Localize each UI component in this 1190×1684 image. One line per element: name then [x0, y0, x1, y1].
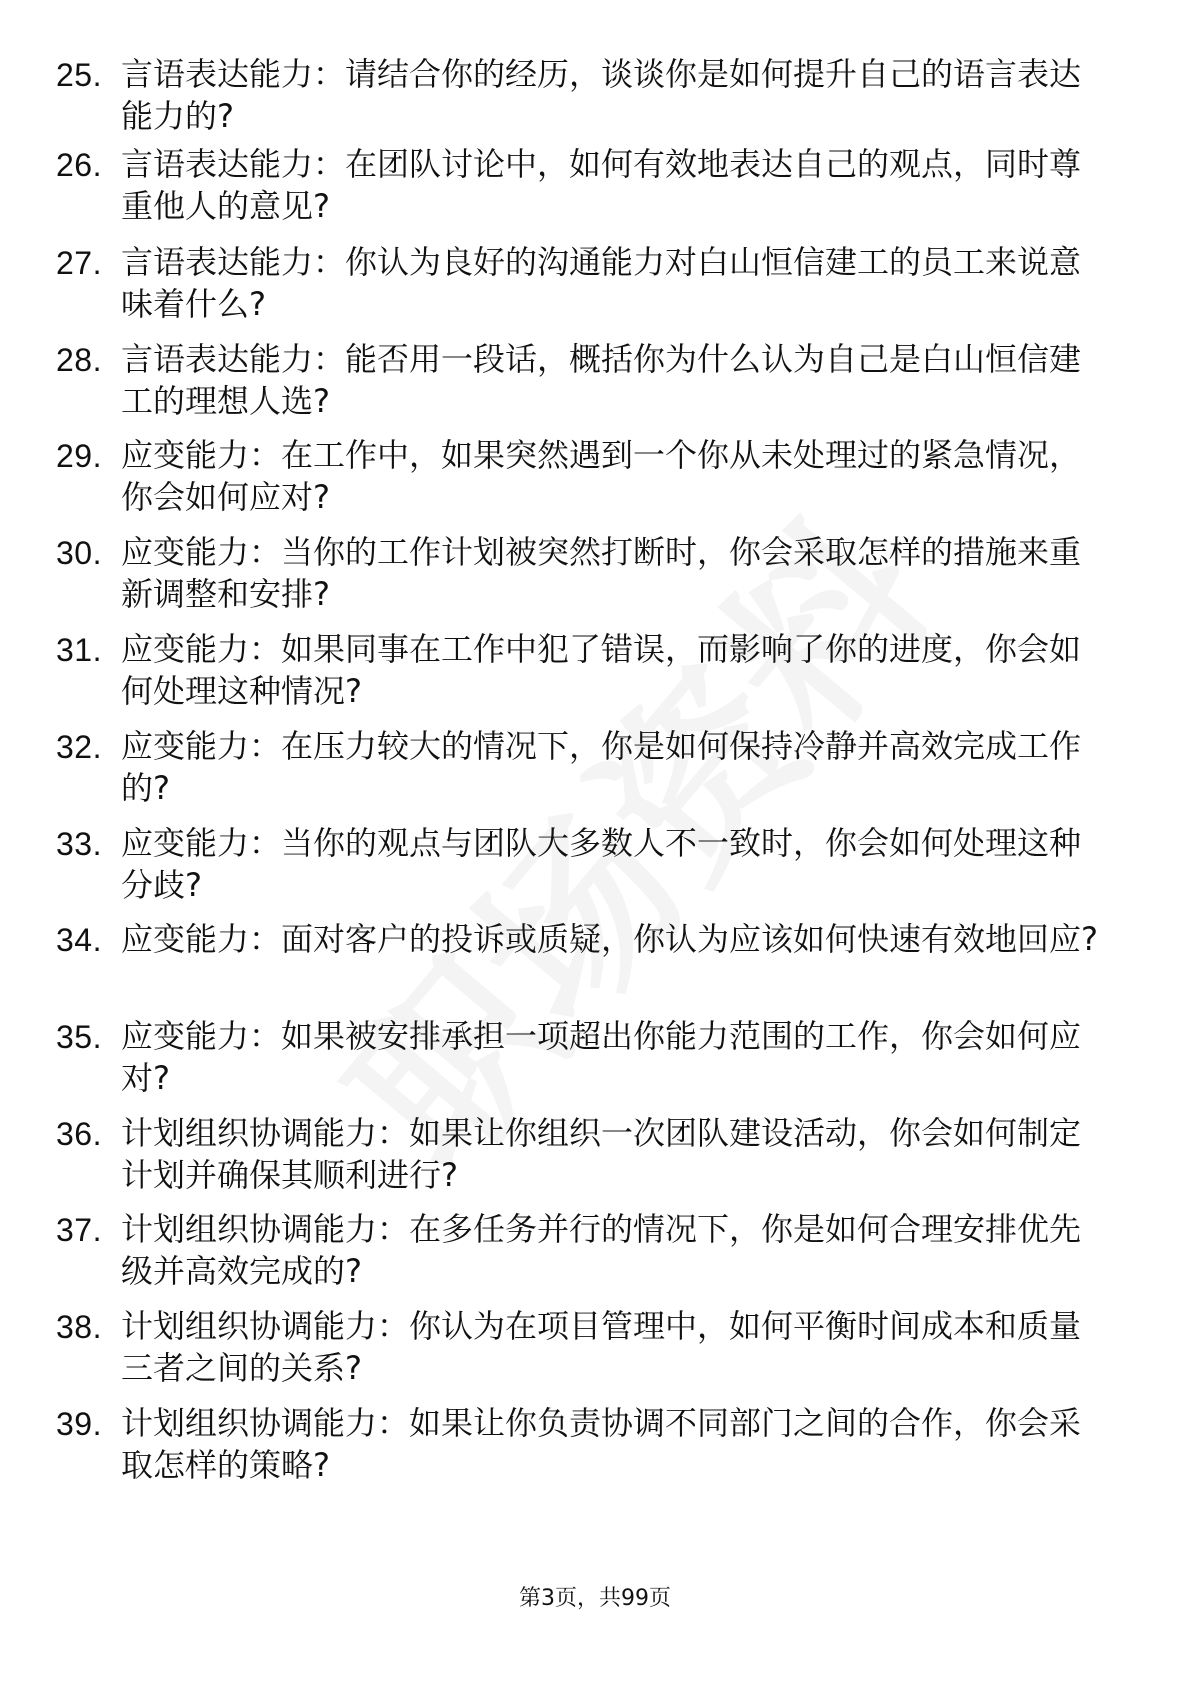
- question-item: [0, 1211, 1190, 1291]
- question-number: 30.: [56, 535, 102, 571]
- page-number-footer: 第3页，共99页: [519, 1586, 671, 1611]
- question-number: 26.: [56, 147, 102, 183]
- question-text: 计划组织协调能力：如果让你组织一次团队建设活动，你会如何制定计划并确保其顺利进行?: [121, 1114, 1082, 1194]
- question-text: 应变能力：当你的观点与团队大多数人不一致时，你会如何处理这种分歧?: [121, 824, 1082, 904]
- question-number: 27.: [56, 245, 102, 281]
- question-item: [0, 341, 1190, 421]
- question-number: 34.: [56, 922, 102, 958]
- question-text: 应变能力：如果同事在工作中犯了错误，而影响了你的进度，你会如何处理这种情况?: [121, 630, 1082, 710]
- question-text: 计划组织协调能力：在多任务并行的情况下，你是如何合理安排优先级并高效完成的?: [121, 1210, 1082, 1290]
- question-item: [0, 825, 1190, 905]
- question-text: 应变能力：在工作中，如果突然遇到一个你从未处理过的紧急情况，你会如何应对?: [121, 436, 1082, 516]
- question-item: [0, 921, 1190, 1001]
- question-number: 32.: [56, 729, 102, 765]
- question-item: [0, 146, 1190, 226]
- question-number: 35.: [56, 1019, 102, 1055]
- question-item: [0, 631, 1190, 711]
- question-item: [0, 1308, 1190, 1388]
- question-text: 言语表达能力：你认为良好的沟通能力对白山恒信建工的员工来说意味着什么?: [121, 243, 1082, 323]
- question-number: 25.: [56, 57, 102, 93]
- question-number: 39.: [56, 1406, 102, 1442]
- question-number: 37.: [56, 1212, 102, 1248]
- question-number: 33.: [56, 826, 102, 862]
- question-number: 36.: [56, 1116, 102, 1152]
- question-item: [0, 1405, 1190, 1485]
- question-text: 应变能力：如果被安排承担一项超出你能力范围的工作，你会如何应对?: [121, 1017, 1082, 1097]
- question-text: 应变能力：当你的工作计划被突然打断时，你会采取怎样的措施来重新调整和安排?: [121, 533, 1082, 613]
- question-text: 言语表达能力：请结合你的经历，谈谈你是如何提升自己的语言表达能力的?: [121, 55, 1082, 135]
- question-item: [0, 244, 1190, 324]
- question-item: [0, 56, 1190, 136]
- question-item: [0, 728, 1190, 808]
- question-text: 应变能力：在压力较大的情况下，你是如何保持冷静并高效完成工作的?: [121, 727, 1082, 807]
- question-number: 38.: [56, 1309, 102, 1345]
- question-item: [0, 437, 1190, 517]
- question-item: [0, 1018, 1190, 1098]
- question-number: 31.: [56, 632, 102, 668]
- question-item: [0, 1115, 1190, 1195]
- question-text: 言语表达能力：能否用一段话，概括你为什么认为自己是白山恒信建工的理想人选?: [121, 340, 1082, 420]
- question-text: 应变能力：面对客户的投诉或质疑，你认为应该如何快速有效地回应?: [121, 920, 1098, 958]
- question-text: 计划组织协调能力：你认为在项目管理中，如何平衡时间成本和质量三者之间的关系?: [121, 1307, 1082, 1387]
- question-text: 计划组织协调能力：如果让你负责协调不同部门之间的合作，你会采取怎样的策略?: [121, 1404, 1082, 1484]
- question-text: 言语表达能力：在团队讨论中，如何有效地表达自己的观点，同时尊重他人的意见?: [121, 145, 1082, 225]
- question-number: 29.: [56, 438, 102, 474]
- question-number: 28.: [56, 342, 102, 378]
- question-item: [0, 534, 1190, 614]
